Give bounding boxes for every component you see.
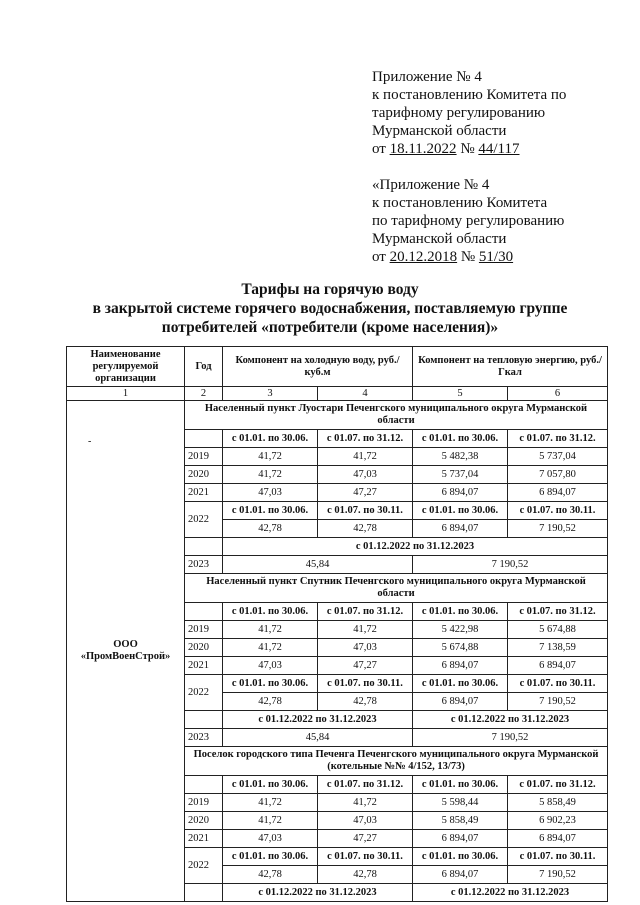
value-cell: 41,72 [223,812,318,830]
value-cell: 47,03 [223,830,318,848]
value-cell: 47,03 [223,484,318,502]
value-cell: 6 894,07 [413,520,508,538]
period-cell: с 01.12.2022 по 31.12.2023 [223,538,608,556]
period-cell: с 01.07. по 30.11. [508,675,608,693]
period-cell: с 01.07. по 31.12. [318,603,413,621]
period-cell: с 01.01. по 30.06. [223,675,318,693]
header-line: Мурманской области [372,123,507,139]
value-cell: 6 894,07 [508,657,608,675]
table-header-row [67,347,608,387]
value-cell: 41,72 [318,794,413,812]
value-cell: 5 858,49 [508,794,608,812]
col-number: 4 [318,387,413,401]
col-header-cold: Компонент на холодную воду, руб./куб.м [223,347,413,387]
period-cell: с 01.07. по 30.11. [508,502,608,520]
col-number: 6 [508,387,608,401]
header-line: Приложение № 4 [372,69,482,85]
value-cell: 41,72 [223,639,318,657]
decree-number: 44/117 [478,141,520,157]
header-line: Мурманской области [372,231,507,247]
header-line: к постановлению Комитета по [372,87,567,103]
year-cell [185,776,223,794]
value-cell: 7 190,52 [413,729,608,747]
value-cell: 41,72 [223,794,318,812]
value-cell: 42,78 [318,520,413,538]
number-prefix: № [457,249,479,265]
value-cell: 47,03 [223,657,318,675]
number-prefix: № [456,141,479,157]
value-cell: 42,78 [318,866,413,884]
date-prefix: от [372,249,390,265]
tariff-table [66,346,608,902]
col-header-heat: Компонент на тепловую энергию, руб./Гкал [413,347,608,387]
document-title [60,280,600,337]
year-cell: 2022 [185,502,223,538]
value-cell: 41,72 [223,621,318,639]
col-number: 5 [413,387,508,401]
year-cell: 2023 [185,556,223,574]
value-cell: 41,72 [223,448,318,466]
value-cell: 42,78 [223,520,318,538]
period-cell: с 01.07. по 30.11. [318,848,413,866]
period-cell: с 01.01. по 30.06. [413,776,508,794]
value-cell: 6 894,07 [413,830,508,848]
period-cell: с 01.01. по 30.06. [413,430,508,448]
year-cell: 2020 [185,812,223,830]
header-line: тарифному регулированию [372,105,546,121]
period-cell: с 01.12.2022 по 31.12.2023 [413,884,608,902]
decree-date: 18.11.2022 [389,141,457,157]
value-cell: 6 894,07 [508,830,608,848]
period-cell: с 01.07. по 30.11. [508,848,608,866]
value-cell: 5 674,88 [508,621,608,639]
header-line: по тарифному регулированию [372,213,565,229]
value-cell: 7 190,52 [508,693,608,711]
year-cell: 2019 [185,621,223,639]
value-cell: 42,78 [223,866,318,884]
value-cell: 41,72 [223,466,318,484]
value-cell: 47,27 [318,830,413,848]
value-cell: 47,27 [318,657,413,675]
year-cell [185,603,223,621]
col-header-org: Наименование регулируемой организации [67,347,185,387]
value-cell: 5 858,49 [413,812,508,830]
col-number: 3 [223,387,318,401]
value-cell: 5 674,88 [413,639,508,657]
appendix-header-original [372,176,564,266]
year-cell [185,538,223,556]
organization-type: ООО [113,639,138,650]
value-cell: 45,84 [223,556,413,574]
year-cell [185,430,223,448]
value-cell: 5 737,04 [508,448,608,466]
period-cell: с 01.01. по 30.06. [413,603,508,621]
period-cell: с 01.01. по 30.06. [223,848,318,866]
locality-title: Населенный пункт Луостари Печенгского муниципального округа Мурманской области [185,401,608,430]
year-cell: 2020 [185,639,223,657]
period-cell: с 01.01. по 30.06. [223,502,318,520]
decree-number: 51/30 [478,249,514,265]
period-cell: с 01.01. по 30.06. [223,603,318,621]
value-cell: 5 422,98 [413,621,508,639]
period-cell: с 01.07. по 31.12. [508,776,608,794]
value-cell: 41,72 [318,448,413,466]
value-cell: 6 894,07 [413,866,508,884]
value-cell: 47,03 [318,466,413,484]
year-cell [185,884,223,902]
period-cell: с 01.01. по 30.06. [223,430,318,448]
value-cell: 6 894,07 [413,693,508,711]
year-cell: 2019 [185,794,223,812]
value-cell: 7 190,52 [508,866,608,884]
value-cell: 7 190,52 [413,556,608,574]
year-cell: 2021 [185,657,223,675]
period-cell: с 01.07. по 31.12. [318,430,413,448]
header-line: к постановлению Комитета [372,195,548,211]
period-cell: с 01.01. по 30.06. [223,776,318,794]
year-cell: 2022 [185,675,223,711]
period-cell: с 01.01. по 30.06. [413,848,508,866]
value-cell: 6 894,07 [413,657,508,675]
year-cell: 2023 [185,729,223,747]
date-prefix: от [372,141,390,157]
period-cell: с 01.07. по 30.11. [318,502,413,520]
period-cell: с 01.07. по 31.12. [508,603,608,621]
column-numbers-row [67,387,608,401]
period-cell: с 01.12.2022 по 31.12.2023 [413,711,608,729]
value-cell: 5 598,44 [413,794,508,812]
locality-title: Поселок городского типа Печенга Печенгского муниципального округа Мурманской (котельные №№ 4/152, 13/73) [185,747,608,776]
organization-cell [67,401,185,902]
value-cell: 5 482,38 [413,448,508,466]
title-line: в закрытой системе горячего водоснабжения, поставляемую группе [92,300,568,317]
value-cell: 42,78 [223,693,318,711]
decree-date: 20.12.2018 [389,249,458,265]
value-cell: 42,78 [318,693,413,711]
value-cell: 6 902,23 [508,812,608,830]
header-line: «Приложение № 4 [372,177,490,193]
year-cell: 2021 [185,830,223,848]
col-number: 2 [185,387,223,401]
value-cell: 47,03 [318,639,413,657]
year-cell: 2022 [185,848,223,884]
stray-mark: - [88,436,92,447]
title-line: Тарифы на горячую воду [241,281,419,298]
period-cell: с 01.07. по 31.12. [508,430,608,448]
value-cell: 5 737,04 [413,466,508,484]
year-cell: 2020 [185,466,223,484]
period-cell: с 01.07. по 30.11. [318,675,413,693]
value-cell: 47,03 [318,812,413,830]
value-cell: 7 138,59 [508,639,608,657]
header-date-line [372,248,564,266]
appendix-header-current [372,68,566,158]
year-cell: 2021 [185,484,223,502]
col-number: 1 [67,387,185,401]
period-cell: с 01.07. по 31.12. [318,776,413,794]
year-cell [185,711,223,729]
title-line: потребителей «потребители (кроме населения)» [161,319,499,336]
period-cell: с 01.01. по 30.06. [413,502,508,520]
locality-title: Населенный пункт Спутник Печенгского муниципального округа Мурманской области [185,574,608,603]
period-cell: с 01.12.2022 по 31.12.2023 [223,884,413,902]
period-cell: с 01.01. по 30.06. [413,675,508,693]
value-cell: 6 894,07 [413,484,508,502]
col-header-year: Год [185,347,223,387]
value-cell: 7 057,80 [508,466,608,484]
section-title-row [67,401,608,430]
value-cell: 7 190,52 [508,520,608,538]
year-cell: 2019 [185,448,223,466]
value-cell: 45,84 [223,729,413,747]
header-date-line [372,140,566,158]
value-cell: 41,72 [318,621,413,639]
value-cell: 47,27 [318,484,413,502]
value-cell: 6 894,07 [508,484,608,502]
organization-name: «ПромВоенСтрой» [80,651,171,662]
period-cell: с 01.12.2022 по 31.12.2023 [223,711,413,729]
